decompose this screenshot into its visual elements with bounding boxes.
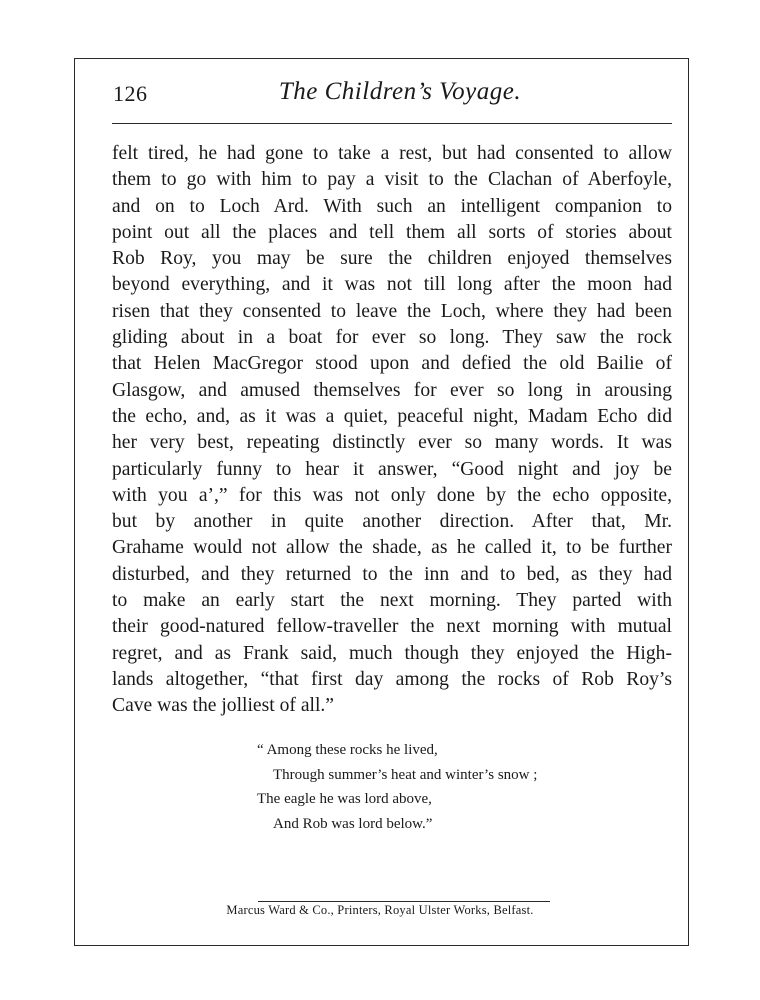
body-line: and on to Loch Ard. With such an intelligent companion to [112, 195, 672, 217]
body-line: risen that they consented to leave the Loch, where they had been [112, 300, 672, 322]
body-line: lands altogether, “that first day among the rocks of Rob Roy’s [112, 668, 672, 690]
verse-line: “ Among these rocks he lived, [257, 742, 438, 758]
body-line: gliding about in a boat for ever so long. They saw the rock [112, 327, 672, 349]
body-line: them to go with him to pay a visit to the Clachan of Aberfoyle, [112, 169, 672, 191]
printer-imprint: Marcus Ward & Co., Printers, Royal Ulster Works, Belfast. [226, 903, 534, 917]
body-line: felt tired, he had gone to take a rest, but had consented to allow [112, 143, 672, 164]
body-line: particularly funny to hear it answer, “Good night and joy be [112, 458, 672, 480]
body-line: to make an early start the next morning. They parted with [112, 590, 672, 612]
page-number: 126 [113, 81, 148, 106]
body-line: Cave was the jolliest of all.” [112, 695, 334, 717]
body-line: Glasgow, and amused themselves for ever so long in arousing [112, 379, 672, 401]
verse-line: The eagle he was lord above, [257, 791, 432, 807]
body-line: point out all the places and tell them all sorts of stories about [112, 221, 672, 243]
header-rule [112, 123, 672, 124]
running-title: The Children’s Voyage. [278, 78, 522, 105]
footer-rule [258, 901, 550, 902]
body-line: disturbed, and they returned to the inn and to bed, as they had [112, 563, 672, 585]
body-line: Rob Roy, you may be sure the children enjoyed themselves [112, 248, 672, 270]
body-line: that Helen MacGregor stood upon and defied the old Bailie of [112, 353, 672, 375]
body-line: her very best, repeating distinctly ever so many words. It was [112, 432, 672, 454]
verse-line: Through summer’s heat and winter’s snow ; [273, 766, 538, 783]
body-line: Grahame would not allow the shade, as he called it, to be further [112, 537, 672, 559]
verse-quote [257, 738, 617, 836]
body-line: beyond everything, and it was not till long after the moon had [112, 274, 672, 296]
body-line: but by another in quite another direction. After that, Mr. [112, 511, 672, 533]
body-line: their good-natured fellow-traveller the next morning with mutual [112, 616, 672, 638]
body-line: with you a’,” for this was not only done by the echo opposite, [112, 484, 672, 506]
body-line: the echo, and, as it was a quiet, peaceful night, Madam Echo did [112, 405, 672, 427]
body-text [112, 141, 672, 720]
verse-line: And Rob was lord below.” [273, 815, 433, 832]
body-line: regret, and as Frank said, much though they enjoyed the High- [112, 642, 672, 664]
